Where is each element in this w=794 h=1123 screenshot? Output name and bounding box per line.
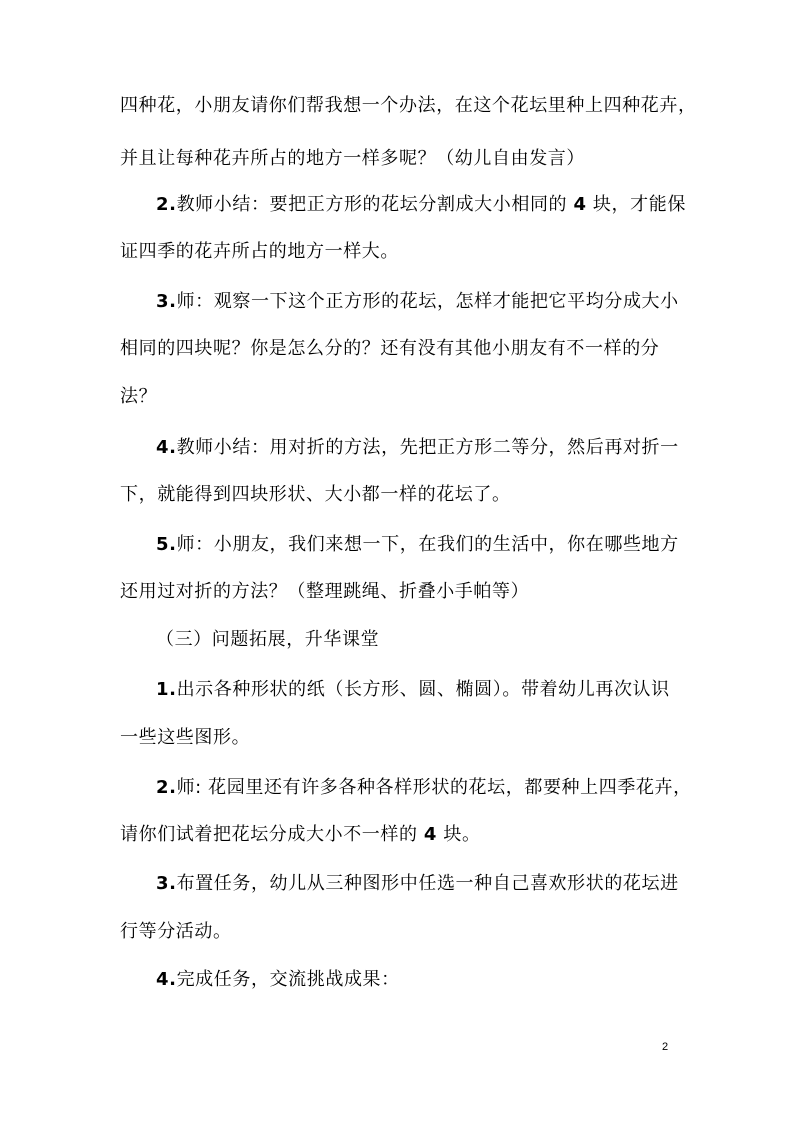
paragraph-line	[156, 968, 680, 992]
text-run: 四种花，小朋友请你们帮我想一个办法，在这个花坛里种上四种花卉，	[120, 95, 697, 116]
paragraph-line	[120, 337, 680, 361]
text-run: 师：观察一下这个正方形的花坛，怎样才能把它平均分成大小	[176, 291, 679, 312]
text-run: 教师小结：要把正方形的花坛分割成大小相同的	[176, 194, 574, 215]
inline-number: 4	[573, 194, 587, 215]
page-number: 2	[662, 1041, 669, 1053]
paragraph-line	[156, 436, 680, 460]
paragraph-line	[120, 385, 680, 409]
text-run: 块，才能保	[586, 194, 686, 215]
text-run: 一些这些图形。	[120, 727, 251, 748]
item-number: 2.	[156, 194, 177, 215]
paragraph-line	[156, 290, 680, 314]
text-run: 块。	[437, 824, 481, 845]
inline-number: 4	[423, 824, 438, 845]
paragraph-line	[120, 147, 680, 171]
paragraph-line	[156, 776, 692, 800]
item-number: 4.	[156, 969, 177, 990]
item-number: 4.	[156, 437, 177, 458]
paragraph-line	[120, 726, 680, 750]
section-heading	[156, 628, 680, 652]
paragraph-line	[120, 920, 680, 944]
paragraph-line	[156, 678, 680, 702]
paragraph-line	[156, 533, 680, 557]
text-run: 相同的四块呢？你是怎么分的？还有没有其他小朋友有不一样的分	[120, 338, 660, 359]
paragraph-line	[156, 193, 686, 217]
text-run: 法？	[120, 386, 158, 407]
item-number: 3.	[156, 873, 177, 894]
paragraph-line	[120, 240, 680, 264]
text-run: 完成任务，交流挑战成果：	[176, 969, 400, 990]
text-run: 证四季的花卉所占的地方一样大。	[120, 241, 399, 262]
text-run: 请你们试着把花坛分成大小不一样的	[120, 824, 424, 845]
text-run: 下，就能得到四块形状、大小都一样的花坛了。	[120, 484, 511, 505]
paragraph-line	[120, 483, 680, 507]
item-number: 5.	[156, 534, 177, 555]
paragraph-line	[156, 872, 680, 896]
text-run: 师：小朋友，我们来想一下，在我们的生活中，你在哪些地方	[176, 534, 679, 555]
text-run: 教师小结：用对折的方法，先把正方形二等分，然后再对折一	[176, 437, 679, 458]
paragraph-line	[120, 94, 697, 118]
item-number: 1.	[156, 679, 177, 700]
text-run: 出示各种形状的纸（长方形、圆、椭圆）。带着幼儿再次认识	[176, 679, 670, 700]
text-run: 行等分活动。	[120, 921, 232, 942]
text-run: 师: 花园里还有许多各种各样形状的花坛，都要种上四季花卉，	[176, 777, 692, 798]
paragraph-line	[120, 823, 680, 847]
text-run: 并且让每种花卉所占的地方一样多呢？（幼儿自由发言）	[120, 148, 585, 169]
item-number: 2.	[156, 777, 177, 798]
text-run: （三）问题拓展，升华课堂	[156, 629, 380, 650]
text-run: 布置任务，幼儿从三种图形中任选一种自己喜欢形状的花坛进	[176, 873, 679, 894]
paragraph-line	[120, 580, 680, 604]
text-run: 还用过对折的方法？（整理跳绳、折叠小手帕等）	[120, 581, 530, 602]
item-number: 3.	[156, 291, 177, 312]
